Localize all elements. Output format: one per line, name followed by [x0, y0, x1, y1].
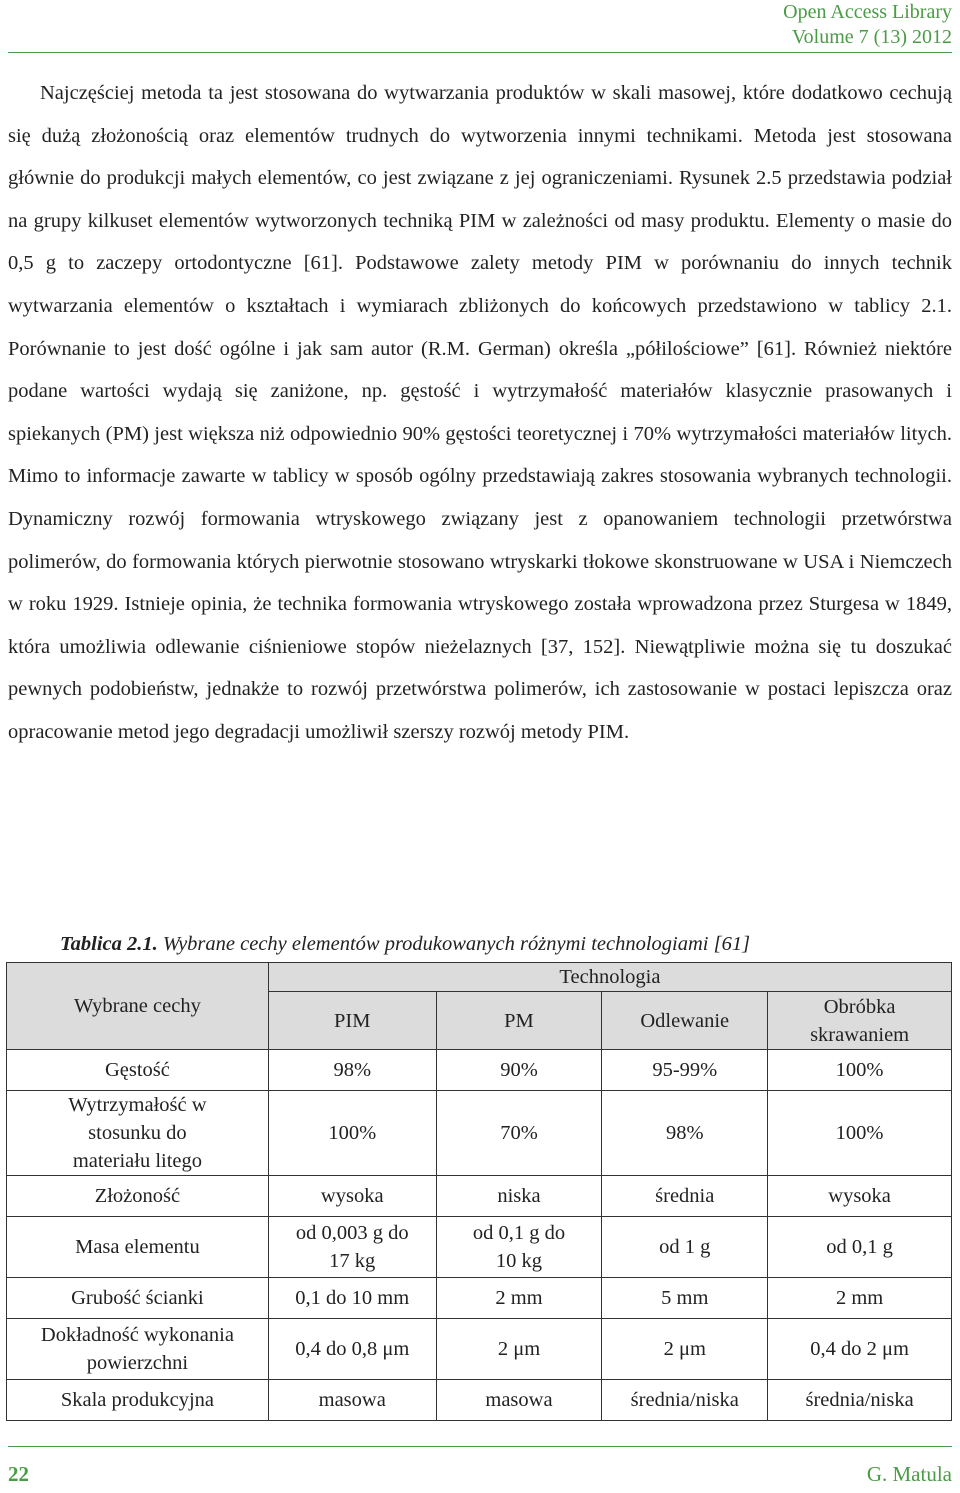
column-header: Odlewanie [602, 992, 768, 1050]
table-cell: 100% [768, 1091, 952, 1176]
column-header: Obróbka skrawaniem [768, 992, 952, 1050]
table-row [7, 1176, 952, 1217]
table-caption-label: Tablica 2.1. [60, 933, 158, 955]
table-cell: średnia/niska [768, 1380, 952, 1421]
table-row [7, 1217, 952, 1278]
row-label: Dokładność wykonania powierzchni [7, 1319, 269, 1380]
table-cell: 98% [602, 1091, 768, 1176]
page-number: 22 [8, 1462, 29, 1486]
table-cell: 100% [268, 1091, 436, 1176]
footer-divider [8, 1446, 952, 1447]
table-cell: 0,1 do 10 mm [268, 1278, 436, 1319]
body-paragraph-text: Najczęściej metoda ta jest stosowana do wytwarzania produktów w skali masowej, które dodatkowo cechują się dużą złożonością oraz elementów trudnych do wytworzenia innymi technikami. Metoda jest stosowana głównie do produkcji małych elementów, co jest związane z jej ograniczeniami. Rysunek 2.5 przedstawia podział na grupy kilkuset elementów wytworzonych techniką PIM w zależności od masy produktu. Elementy o masie do 0,5 g to zaczepy ortodontyczne [61]. Podstawowe zalety metody PIM w porównaniu do innych technik wytwarzania elementów o kształtach i wymiarach zbliżonych do końcowych przedstawiono w tablicy 2.1. Porównanie to jest dość ogólne i jak sam autor (R.M. German) określa „półilościowe” [61]. Również niektóre podane wartości wydają się zaniżone, np. gęstość i wytrzymałość materiałów klasycznie prasowanych i spiekanych (PM) jest większa niż odpowiednio 90% gęstości teoretycznej i 70% wytrzymałości materiałów litych. Mimo to informacje zawarte w tablicy w sposób ogólny przedstawiają zakres stosowania wybranych technologii. Dynamiczny rozwój formowania wtryskowego związany jest z opanowaniem technologii przetwórstwa polimerów, do formowania których pierwotnie stosowano wtryskarki tłokowe skonstruowane w USA i Niemczech w roku 1929. Istnieje opinia, że technika formowania wtryskowego została wprowadzona przez Sturgesa w 1849, która umożliwia odlewanie ciśnieniowe stopów nieżelaznych [37, 152]. Niewątpliwie można się tu doszukać pewnych podobieństw, jednakże to rozwój przetwórstwa polimerów, ich zastosowanie w postaci lepiszcza oraz opracowanie metod jego degradacji umożliwił szerszy rozwój metody PIM. [8, 82, 952, 743]
table-cell: 2 μm [436, 1319, 602, 1380]
row-label: Wytrzymałość w stosunku do materiału litego [7, 1091, 269, 1176]
header-divider [8, 52, 952, 53]
table-cell: od 0,1 g [768, 1217, 952, 1278]
row-label: Grubość ścianki [7, 1278, 269, 1319]
table-cell: od 0,1 g do 10 kg [436, 1217, 602, 1278]
comparison-table [6, 962, 952, 1421]
table-cell: 5 mm [602, 1278, 768, 1319]
column-header: PIM [268, 992, 436, 1050]
table-cell: 70% [436, 1091, 602, 1176]
table-row [7, 1380, 952, 1421]
column-header: PM [436, 992, 602, 1050]
row-label: Złożoność [7, 1176, 269, 1217]
table-cell: 2 mm [436, 1278, 602, 1319]
table-cell: 95-99% [602, 1050, 768, 1091]
table-cell: 100% [768, 1050, 952, 1091]
table-cell: 0,4 do 0,8 μm [268, 1319, 436, 1380]
body-paragraph [8, 72, 952, 754]
table-cell: od 1 g [602, 1217, 768, 1278]
table-cell: 98% [268, 1050, 436, 1091]
table-cell: wysoka [268, 1176, 436, 1217]
author-name: G. Matula [866, 1462, 952, 1486]
table-row [7, 1278, 952, 1319]
table-cell: 2 mm [768, 1278, 952, 1319]
table-cell: 0,4 do 2 μm [768, 1319, 952, 1380]
journal-volume: Volume 7 (13) 2012 [791, 26, 952, 48]
group-header-cell: Technologia [268, 963, 951, 992]
table-cell: niska [436, 1176, 602, 1217]
table-cell: średnia/niska [602, 1380, 768, 1421]
table-caption [60, 928, 940, 960]
row-header-cell: Wybrane cechy [7, 963, 269, 1050]
table-cell: 90% [436, 1050, 602, 1091]
row-label: Gęstość [7, 1050, 269, 1091]
table-cell: średnia [602, 1176, 768, 1217]
table-caption-text: Wybrane cechy elementów produkowanych różnymi technologiami [61] [157, 933, 751, 955]
journal-header [552, 0, 952, 50]
row-label: Masa elementu [7, 1217, 269, 1278]
table-cell: masowa [268, 1380, 436, 1421]
table-cell: od 0,003 g do 17 kg [268, 1217, 436, 1278]
table-cell: 2 μm [602, 1319, 768, 1380]
table-cell: wysoka [768, 1176, 952, 1217]
row-label: Skala produkcyjna [7, 1380, 269, 1421]
table-cell: masowa [436, 1380, 602, 1421]
table-row [7, 1091, 952, 1176]
table-row [7, 1319, 952, 1380]
journal-title: Open Access Library [783, 1, 952, 23]
table-row [7, 1050, 952, 1091]
